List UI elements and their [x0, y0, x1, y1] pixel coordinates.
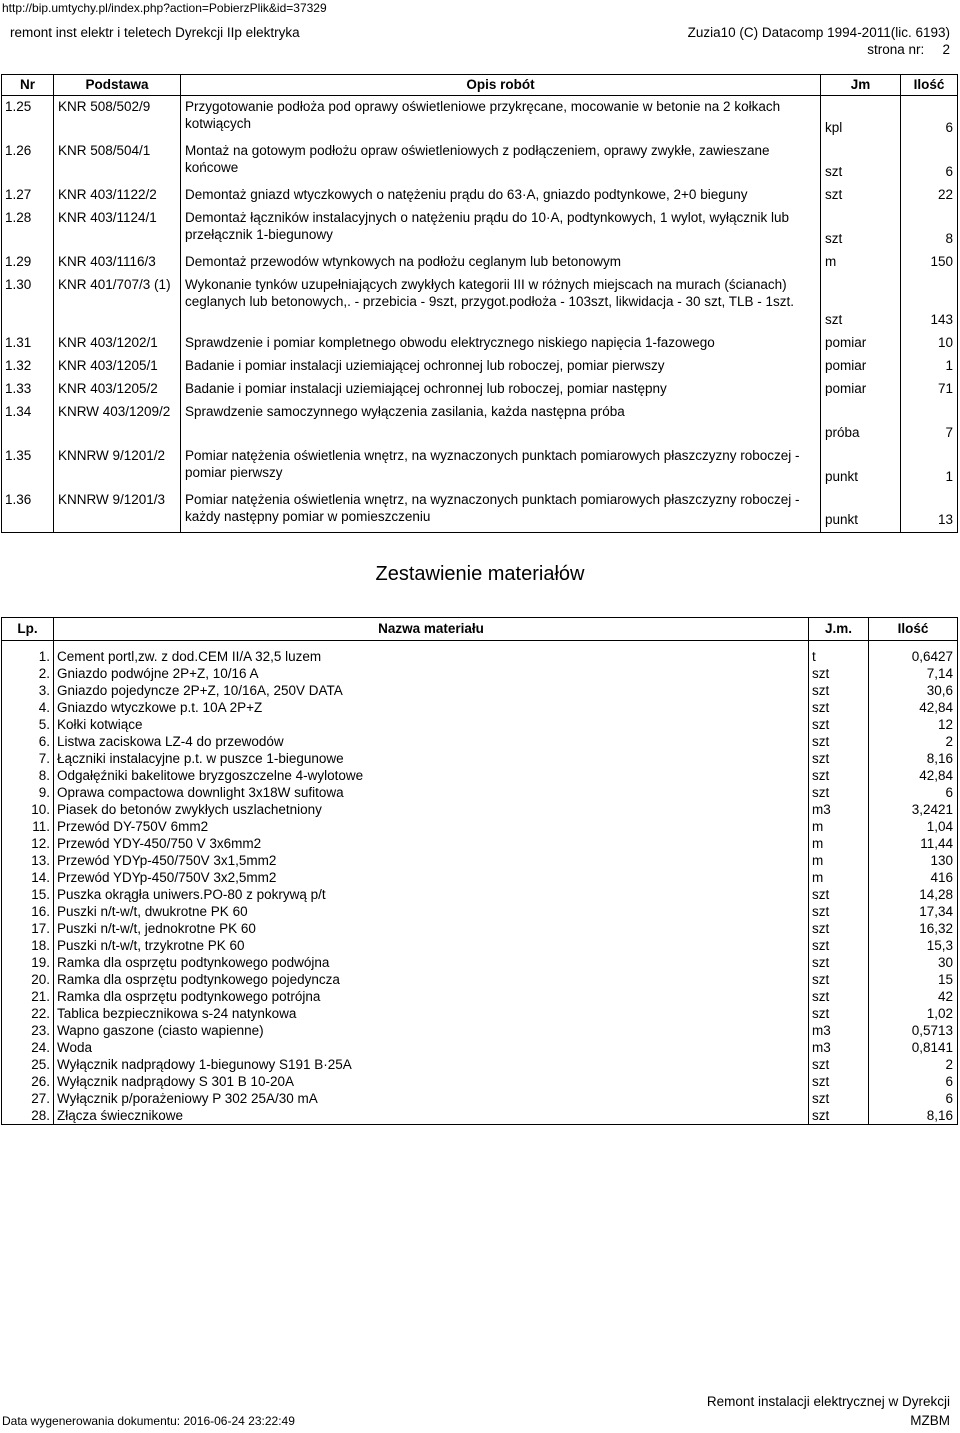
cell-nazwa: Ramka dla osprzętu podtynkowego podwójna — [54, 954, 809, 971]
cell-jm: szt — [809, 1056, 869, 1073]
table-row — [2, 954, 958, 971]
cell-jm: szt — [809, 682, 869, 699]
cell-jm: szt — [809, 784, 869, 801]
table-row — [2, 665, 958, 682]
cell-nr: 1.33 — [2, 378, 54, 401]
col-header-nazwa: Nazwa materiału — [54, 618, 809, 641]
cell-nr: 1.28 — [2, 207, 54, 251]
table-row — [2, 355, 958, 378]
cell-podstawa: KNR 508/504/1 — [54, 140, 181, 184]
materials-title: Zestawienie materiałów — [375, 563, 585, 585]
cell-lp: 21. — [2, 988, 54, 1005]
cell-nazwa: Puszka okrągła uniwers.PO-80 z pokrywą p/t — [54, 886, 809, 903]
cell-ilosc: 0,8141 — [869, 1039, 958, 1056]
cell-jm: szt — [809, 954, 869, 971]
footer-line-2: MZBM — [910, 1413, 950, 1428]
cell-ilosc: 6 — [901, 140, 958, 184]
cell-nazwa: Cement portl,zw. z dod.CEM II/A 32,5 luzem — [54, 648, 809, 665]
cell-ilosc: 13 — [901, 489, 958, 533]
cell-ilosc: 8,16 — [869, 750, 958, 767]
cell-jm: szt — [809, 937, 869, 954]
cell-ilosc: 2 — [869, 733, 958, 750]
cell-ilosc: 8,16 — [869, 1107, 958, 1125]
col-header-nr: Nr — [2, 75, 54, 96]
cell-jm: m — [821, 251, 901, 274]
cell-ilosc: 42 — [869, 988, 958, 1005]
cell-lp: 10. — [2, 801, 54, 818]
cell-jm: szt — [809, 716, 869, 733]
cell-jm: m — [809, 869, 869, 886]
cell-opis: Montaż na gotowym podłożu opraw oświetleniowych z podłączeniem, oprawy zwykłe, zawieszane końcowe — [181, 140, 821, 184]
table-row — [2, 869, 958, 886]
cell-nazwa: Listwa zaciskowa LZ-4 do przewodów — [54, 733, 809, 750]
cell-ilosc: 143 — [901, 274, 958, 332]
cell-nazwa: Odgałęźniki bakelitowe bryzgoszczelne 4-wylotowe — [54, 767, 809, 784]
table-row — [2, 699, 958, 716]
cell-ilosc: 7,14 — [869, 665, 958, 682]
cell-podstawa: KNNRW 9/1201/3 — [54, 489, 181, 533]
cell-ilosc: 14,28 — [869, 886, 958, 903]
cell-opis: Badanie i pomiar instalacji uziemiającej ochronnej lub roboczej, pomiar następny — [181, 378, 821, 401]
cell-ilosc: 416 — [869, 869, 958, 886]
cell-podstawa: KNR 508/502/9 — [54, 96, 181, 140]
cell-jm: szt — [821, 207, 901, 251]
table-row — [2, 207, 958, 251]
cell-ilosc: 6 — [869, 1090, 958, 1107]
cell-jm: szt — [821, 140, 901, 184]
cell-jm: pomiar — [821, 332, 901, 355]
table-row — [2, 274, 958, 332]
cell-nazwa: Oprawa compactowa downlight 3x18W sufitowa — [54, 784, 809, 801]
cell-lp: 19. — [2, 954, 54, 971]
cell-nr: 1.34 — [2, 401, 54, 445]
cell-jm: szt — [809, 971, 869, 988]
cell-opis: Sprawdzenie samoczynnego wyłączenia zasilania, każda następna próba — [181, 401, 821, 445]
works-header-row — [2, 75, 958, 96]
cell-ilosc: 2 — [869, 1056, 958, 1073]
cell-podstawa: KNR 401/707/3 (1) — [54, 274, 181, 332]
table-row — [2, 1022, 958, 1039]
cell-nr: 1.32 — [2, 355, 54, 378]
cell-ilosc: 16,32 — [869, 920, 958, 937]
cell-nazwa: Puszki n/t-w/t, trzykrotne PK 60 — [54, 937, 809, 954]
table-row — [2, 1090, 958, 1107]
cell-lp: 5. — [2, 716, 54, 733]
table-row — [2, 920, 958, 937]
cell-lp: 6. — [2, 733, 54, 750]
cell-ilosc: 1,04 — [869, 818, 958, 835]
cell-ilosc: 15 — [869, 971, 958, 988]
cell-ilosc: 1 — [901, 355, 958, 378]
cell-ilosc: 71 — [901, 378, 958, 401]
cell-podstawa: KNR 403/1202/1 — [54, 332, 181, 355]
table-row — [2, 401, 958, 445]
table-row — [2, 784, 958, 801]
table-row — [2, 445, 958, 489]
page-number-label: strona nr: — [867, 42, 925, 57]
generation-date: Data wygenerowania dokumentu: 2016-06-24 23:22:49 — [2, 1414, 295, 1428]
cell-lp: 26. — [2, 1073, 54, 1090]
cell-jm: punkt — [821, 489, 901, 533]
cell-lp: 14. — [2, 869, 54, 886]
cell-jm: pomiar — [821, 378, 901, 401]
col-header-jm: Jm — [821, 75, 901, 96]
cell-nr: 1.35 — [2, 445, 54, 489]
cell-ilosc: 130 — [869, 852, 958, 869]
cell-jm: punkt — [821, 445, 901, 489]
table-row — [2, 852, 958, 869]
cell-nr: 1.36 — [2, 489, 54, 533]
cell-nazwa: Kołki kotwiące — [54, 716, 809, 733]
cell-ilosc: 42,84 — [869, 767, 958, 784]
cell-ilosc: 10 — [901, 332, 958, 355]
table-row — [2, 251, 958, 274]
works-table — [1, 74, 958, 533]
cell-lp: 12. — [2, 835, 54, 852]
table-row — [2, 750, 958, 767]
cell-jm: m — [809, 835, 869, 852]
cell-jm: m3 — [809, 1039, 869, 1056]
cell-jm: t — [809, 648, 869, 665]
cell-lp: 7. — [2, 750, 54, 767]
cell-opis: Przygotowanie podłoża pod oprawy oświetleniowe przykręcane, mocowanie w betonie na 2 kołkach kotwiących — [181, 96, 821, 140]
cell-nazwa: Tablica bezpiecznikowa s-24 natynkowa — [54, 1005, 809, 1022]
cell-jm: szt — [809, 886, 869, 903]
cell-nazwa: Złącza świecznikowe — [54, 1107, 809, 1125]
cell-opis: Sprawdzenie i pomiar kompletnego obwodu elektrycznego niskiego napięcia 1-fazowego — [181, 332, 821, 355]
cell-jm: szt — [809, 733, 869, 750]
materials-header-row — [2, 618, 958, 641]
col-header-ilosc: Ilość — [901, 75, 958, 96]
cell-ilosc: 22 — [901, 184, 958, 207]
cell-nazwa: Wyłącznik nadprądowy 1-biegunowy S191 B·25A — [54, 1056, 809, 1073]
cell-podstawa: KNR 403/1122/2 — [54, 184, 181, 207]
col-header-podstawa: Podstawa — [54, 75, 181, 96]
cell-ilosc: 15,3 — [869, 937, 958, 954]
table-row — [2, 378, 958, 401]
cell-jm: m3 — [809, 1022, 869, 1039]
table-row — [2, 971, 958, 988]
software-info: Zuzia10 (C) Datacomp 1994-2011(lic. 6193) — [687, 25, 950, 40]
cell-jm: szt — [809, 1005, 869, 1022]
cell-podstawa: KNR 403/1116/3 — [54, 251, 181, 274]
cell-opis: Demontaż przewodów wtynkowych na podłożu ceglanym lub betonowym — [181, 251, 821, 274]
table-row — [2, 835, 958, 852]
cell-lp: 22. — [2, 1005, 54, 1022]
table-row — [2, 716, 958, 733]
cell-ilosc: 0,5713 — [869, 1022, 958, 1039]
cell-nazwa: Wyłącznik p/porażeniowy P 302 25A/30 mA — [54, 1090, 809, 1107]
table-row — [2, 937, 958, 954]
cell-podstawa: KNR 403/1205/1 — [54, 355, 181, 378]
cell-lp: 20. — [2, 971, 54, 988]
cell-ilosc: 7 — [901, 401, 958, 445]
cell-opis: Demontaż łączników instalacyjnych o natężeniu prądu do 10·A, podtynkowych, 1 wylot, wyłącznik lub przełącznik 1-biegunowy — [181, 207, 821, 251]
cell-nazwa: Łączniki instalacyjne p.t. w puszce 1-biegunowe — [54, 750, 809, 767]
cell-jm: m — [809, 852, 869, 869]
table-row — [2, 682, 958, 699]
cell-nazwa: Przewód YDYp-450/750V 3x1,5mm2 — [54, 852, 809, 869]
cell-lp: 11. — [2, 818, 54, 835]
cell-jm: szt — [809, 920, 869, 937]
cell-jm: m3 — [809, 801, 869, 818]
cell-podstawa: KNRW 403/1209/2 — [54, 401, 181, 445]
cell-jm: szt — [821, 184, 901, 207]
cell-ilosc: 30 — [869, 954, 958, 971]
table-row — [2, 1073, 958, 1090]
cell-nr: 1.29 — [2, 251, 54, 274]
cell-ilosc: 0,6427 — [869, 648, 958, 665]
cell-lp: 13. — [2, 852, 54, 869]
cell-nazwa: Wyłącznik nadprądowy S 301 B 10-20A — [54, 1073, 809, 1090]
cell-lp: 16. — [2, 903, 54, 920]
cell-nr: 1.25 — [2, 96, 54, 140]
table-row — [2, 648, 958, 665]
table-row — [2, 1107, 958, 1125]
works-body — [2, 96, 958, 533]
cell-podstawa: KNR 403/1124/1 — [54, 207, 181, 251]
cell-ilosc: 1 — [901, 445, 958, 489]
materials-body — [2, 641, 958, 1125]
cell-ilosc: 1,02 — [869, 1005, 958, 1022]
cell-lp: 28. — [2, 1107, 54, 1125]
page-number-block — [867, 42, 950, 58]
cell-lp: 4. — [2, 699, 54, 716]
col-header-ilosc: Ilość — [869, 618, 958, 641]
cell-opis: Badanie i pomiar instalacji uziemiającej ochronnej lub roboczej, pomiar pierwszy — [181, 355, 821, 378]
col-header-opis: Opis robót — [181, 75, 821, 96]
table-row — [2, 733, 958, 750]
cell-nazwa: Puszki n/t-w/t, dwukrotne PK 60 — [54, 903, 809, 920]
table-row — [2, 489, 958, 533]
table-row — [2, 767, 958, 784]
cell-nazwa: Przewód YDY-450/750 V 3x6mm2 — [54, 835, 809, 852]
table-row — [2, 903, 958, 920]
cell-lp: 9. — [2, 784, 54, 801]
cell-lp: 1. — [2, 648, 54, 665]
table-row — [2, 818, 958, 835]
cell-jm: szt — [809, 1073, 869, 1090]
cell-jm: szt — [821, 274, 901, 332]
cell-nazwa: Ramka dla osprzętu podtynkowego potrójna — [54, 988, 809, 1005]
cell-lp: 25. — [2, 1056, 54, 1073]
cell-jm: szt — [809, 1107, 869, 1125]
cell-jm: szt — [809, 767, 869, 784]
cell-jm: szt — [809, 1090, 869, 1107]
cell-nr: 1.30 — [2, 274, 54, 332]
table-row — [2, 1039, 958, 1056]
cell-jm: szt — [809, 750, 869, 767]
cell-nr: 1.26 — [2, 140, 54, 184]
cell-jm: próba — [821, 401, 901, 445]
document-url: http://bip.umtychy.pl/index.php?action=PobierzPlik&id=37329 — [2, 1, 327, 15]
cell-ilosc: 11,44 — [869, 835, 958, 852]
cell-lp: 8. — [2, 767, 54, 784]
cell-lp: 24. — [2, 1039, 54, 1056]
table-row — [2, 140, 958, 184]
cell-jm: szt — [809, 903, 869, 920]
page-number: 2 — [942, 42, 950, 57]
col-header-jm: J.m. — [809, 618, 869, 641]
cell-podstawa: KNR 403/1205/2 — [54, 378, 181, 401]
cell-jm: szt — [809, 988, 869, 1005]
cell-nr: 1.27 — [2, 184, 54, 207]
cell-nazwa: Przewód YDYp-450/750V 3x2,5mm2 — [54, 869, 809, 886]
cell-jm: m — [809, 818, 869, 835]
footer-line-1: Remont instalacji elektrycznej w Dyrekcji — [706, 1394, 950, 1409]
cell-nazwa: Piasek do betonów zwykłych uszlachetniony — [54, 801, 809, 818]
cell-nazwa: Woda — [54, 1039, 809, 1056]
table-row — [2, 96, 958, 140]
cell-lp: 15. — [2, 886, 54, 903]
cell-ilosc: 3,2421 — [869, 801, 958, 818]
cell-lp: 2. — [2, 665, 54, 682]
cell-nazwa: Gniazdo wtyczkowe p.t. 10A 2P+Z — [54, 699, 809, 716]
table-row — [2, 1005, 958, 1022]
cell-jm: szt — [809, 699, 869, 716]
cell-nr: 1.31 — [2, 332, 54, 355]
cell-nazwa: Ramka dla osprzętu podtynkowego pojedyncza — [54, 971, 809, 988]
cell-ilosc: 6 — [869, 784, 958, 801]
cell-ilosc: 6 — [869, 1073, 958, 1090]
cell-nazwa: Gniazdo podwójne 2P+Z, 10/16 A — [54, 665, 809, 682]
cell-ilosc: 150 — [901, 251, 958, 274]
cell-ilosc: 12 — [869, 716, 958, 733]
cell-nazwa: Przewód DY-750V 6mm2 — [54, 818, 809, 835]
cell-opis: Pomiar natężenia oświetlenia wnętrz, na wyznaczonych punktach pomiarowych płaszczyzny roboczej - każdy następny pomiar w pomieszczeniu — [181, 489, 821, 533]
cell-lp: 3. — [2, 682, 54, 699]
footer-document-name — [707, 1392, 950, 1430]
cell-opis: Wykonanie tynków uzupełniających zwykłych kategorii III w różnych miejscach na murach (ścianach) ceglanych lub betonowych,. - przebicia - 9szt, przygot.podłoża - 103szt, likwidacja - 30 szt, TLB - 1szt. — [181, 274, 821, 332]
cell-jm: kpl — [821, 96, 901, 140]
table-row — [2, 988, 958, 1005]
cell-opis: Pomiar natężenia oświetlenia wnętrz, na wyznaczonych punktach pomiarowych płaszczyzny roboczej - pomiar pierwszy — [181, 445, 821, 489]
cell-lp: 23. — [2, 1022, 54, 1039]
table-row — [2, 801, 958, 818]
cell-lp: 18. — [2, 937, 54, 954]
cell-nazwa: Gniazdo pojedyncze 2P+Z, 10/16A, 250V DATA — [54, 682, 809, 699]
cell-jm: szt — [809, 665, 869, 682]
cell-ilosc: 30,6 — [869, 682, 958, 699]
cell-lp: 27. — [2, 1090, 54, 1107]
cell-ilosc: 17,34 — [869, 903, 958, 920]
cell-ilosc: 6 — [901, 96, 958, 140]
table-row — [2, 886, 958, 903]
table-row — [2, 1056, 958, 1073]
col-header-lp: Lp. — [2, 618, 54, 641]
cell-ilosc: 42,84 — [869, 699, 958, 716]
cell-jm: pomiar — [821, 355, 901, 378]
cell-nazwa: Puszki n/t-w/t, jednokrotne PK 60 — [54, 920, 809, 937]
cell-ilosc: 8 — [901, 207, 958, 251]
table-spacer — [2, 641, 958, 649]
table-row — [2, 332, 958, 355]
materials-table — [1, 617, 958, 1125]
cell-nazwa: Wapno gaszone (ciasto wapienne) — [54, 1022, 809, 1039]
cell-podstawa: KNNRW 9/1201/2 — [54, 445, 181, 489]
project-name: remont inst elektr i teletech Dyrekcji IIp elektryka — [10, 25, 300, 40]
cell-lp: 17. — [2, 920, 54, 937]
table-row — [2, 184, 958, 207]
cell-opis: Demontaż gniazd wtyczkowych o natężeniu prądu do 63·A, gniazdo podtynkowe, 2+0 bieguny — [181, 184, 821, 207]
